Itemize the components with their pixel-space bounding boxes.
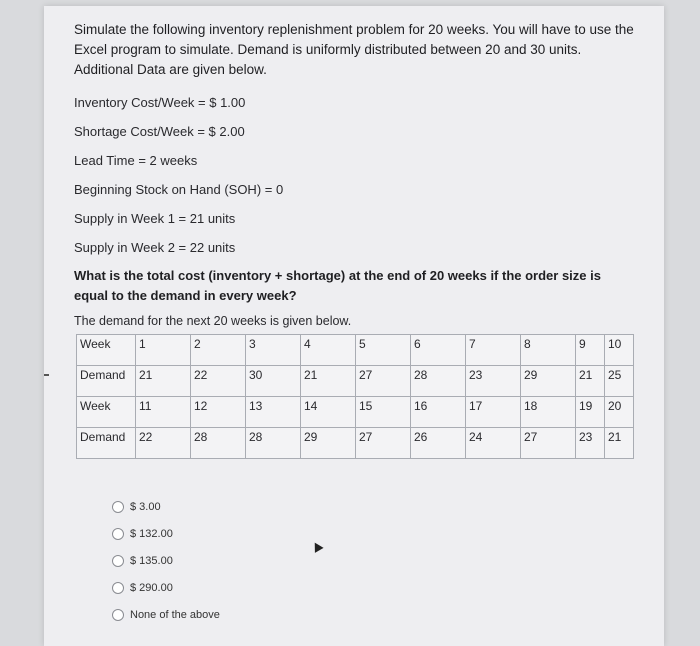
margin-tick [44,374,49,376]
week-cell: 10 [605,335,634,366]
week-cell: 6 [411,335,466,366]
week-label: Week [77,335,136,366]
demand-cell: 28 [191,428,246,459]
demand-cell: 27 [356,366,411,397]
week-cell: 7 [466,335,521,366]
week-cell: 19 [576,397,605,428]
demand-cell: 21 [136,366,191,397]
week-cell: 18 [521,397,576,428]
demand-cell: 27 [521,428,576,459]
demand-cell: 30 [246,366,301,397]
demand-cell: 27 [356,428,411,459]
given-shortage-cost: Shortage Cost/Week = $ 2.00 [74,124,245,139]
demand-cell: 23 [466,366,521,397]
week-cell: 13 [246,397,301,428]
table-row-weeks-1 [77,335,634,366]
week-cell: 11 [136,397,191,428]
given-inventory-cost: Inventory Cost/Week = $ 1.00 [74,95,246,110]
question-ask: What is the total cost (inventory + shortage) at the end of 20 weeks if the order size is equal to the demand in every week? [74,268,601,303]
question-text: Simulate the following inventory replenishment problem for 20 weeks. You will have to use the Excel program to simulate. Demand is uniformly distributed between 20 and 30 units. Additional Data are given below. [74,22,634,77]
answer-option-label: $ 132.00 [130,527,173,540]
table-row-demand-1 [77,366,634,397]
demand-table [76,334,634,459]
demand-cell: 22 [191,366,246,397]
demand-cell: 21 [605,428,634,459]
week-cell: 20 [605,397,634,428]
answer-option-1[interactable] [112,493,634,520]
demand-label: Demand [77,366,136,397]
week-cell: 15 [356,397,411,428]
week-cell: 2 [191,335,246,366]
radio-button[interactable] [112,555,124,567]
demand-cell: 22 [136,428,191,459]
answer-option-label: $ 290.00 [130,581,173,594]
week-cell: 17 [466,397,521,428]
week-cell: 9 [576,335,605,366]
week-cell: 5 [356,335,411,366]
answer-option-label: $ 135.00 [130,554,173,567]
week-cell: 1 [136,335,191,366]
answer-option-5[interactable] [112,601,634,628]
demand-cell: 23 [576,428,605,459]
week-cell: 14 [301,397,356,428]
given-supply-week-2: Supply in Week 2 = 22 units [74,240,236,255]
radio-button[interactable] [112,501,124,513]
question-content [74,20,634,628]
week-cell: 3 [246,335,301,366]
answer-option-3[interactable] [112,547,634,574]
week-cell: 4 [301,335,356,366]
demand-cell: 28 [411,366,466,397]
answer-option-2[interactable] [112,520,634,547]
demand-cell: 29 [521,366,576,397]
table-row-weeks-2 [77,397,634,428]
given-supply-week-1: Supply in Week 1 = 21 units [74,211,236,226]
radio-button[interactable] [112,528,124,540]
answer-options [112,493,634,628]
demand-label: Demand [77,428,136,459]
demand-cell: 26 [411,428,466,459]
demand-cell: 21 [576,366,605,397]
answer-option-label: None of the above [130,608,220,621]
question-page [44,6,664,646]
week-cell: 16 [411,397,466,428]
radio-button[interactable] [112,609,124,621]
radio-button[interactable] [112,582,124,594]
demand-cell: 29 [301,428,356,459]
demand-cell: 28 [246,428,301,459]
demand-cell: 21 [301,366,356,397]
week-label: Week [77,397,136,428]
given-lead-time: Lead Time = 2 weeks [74,153,198,168]
table-intro: The demand for the next 20 weeks is given below. [74,314,352,328]
table-row-demand-2 [77,428,634,459]
demand-cell: 24 [466,428,521,459]
week-cell: 8 [521,335,576,366]
demand-cell: 25 [605,366,634,397]
week-cell: 12 [191,397,246,428]
answer-option-label: $ 3.00 [130,500,161,513]
given-beginning-stock: Beginning Stock on Hand (SOH) = 0 [74,182,284,197]
answer-option-4[interactable] [112,574,634,601]
